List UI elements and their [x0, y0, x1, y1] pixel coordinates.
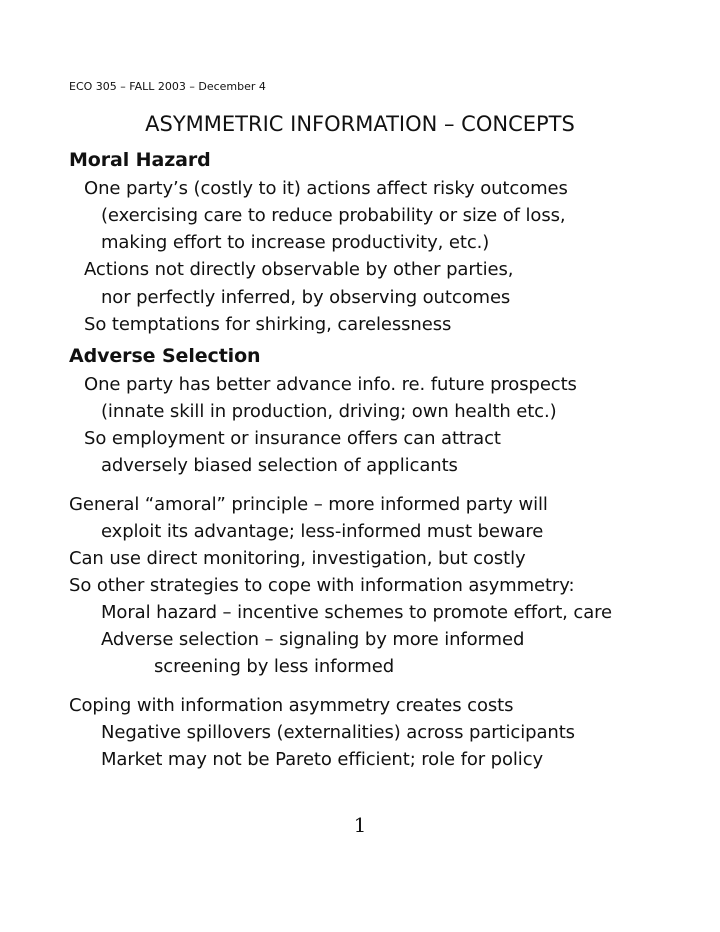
moral-hazard-line: (exercising care to reduce probability or size of loss,	[101, 205, 566, 226]
adverse-selection-line: (innate skill in production, driving; own health etc.)	[101, 401, 557, 422]
principle-line: screening by less informed	[154, 656, 395, 677]
principle-line: Adverse selection – signaling by more informed	[101, 629, 525, 650]
principle-line: General “amoral” principle – more informed party will	[69, 494, 548, 515]
moral-hazard-heading: Moral Hazard	[69, 149, 211, 171]
page-title: ASYMMETRIC INFORMATION – CONCEPTS	[145, 112, 575, 136]
moral-hazard-line: making effort to increase productivity, etc.)	[101, 232, 490, 253]
moral-hazard-line: One party’s (costly to it) actions affect risky outcomes	[84, 178, 568, 199]
coping-line: Coping with information asymmetry creates costs	[69, 695, 514, 716]
course-header: ECO 305 – FALL 2003 – December 4	[69, 80, 266, 93]
coping-line: Market may not be Pareto efficient; role for policy	[101, 749, 544, 770]
adverse-selection-line: So employment or insurance offers can attract	[84, 428, 501, 449]
principle-line: Moral hazard – incentive schemes to promote effort, care	[101, 602, 613, 623]
moral-hazard-line: Actions not directly observable by other parties,	[84, 259, 514, 280]
principle-line: Can use direct monitoring, investigation, but costly	[69, 548, 526, 569]
moral-hazard-line: So temptations for shirking, carelessness	[84, 314, 452, 335]
coping-line: Negative spillovers (externalities) across participants	[101, 722, 575, 743]
moral-hazard-line: nor perfectly inferred, by observing outcomes	[101, 287, 511, 308]
principle-line: exploit its advantage; less-informed must beware	[101, 521, 544, 542]
principle-line: So other strategies to cope with information asymmetry:	[69, 575, 575, 596]
adverse-selection-heading: Adverse Selection	[69, 345, 261, 367]
adverse-selection-line: One party has better advance info. re. future prospects	[84, 374, 577, 395]
page-number: 1	[353, 813, 367, 837]
adverse-selection-line: adversely biased selection of applicants	[101, 455, 458, 476]
